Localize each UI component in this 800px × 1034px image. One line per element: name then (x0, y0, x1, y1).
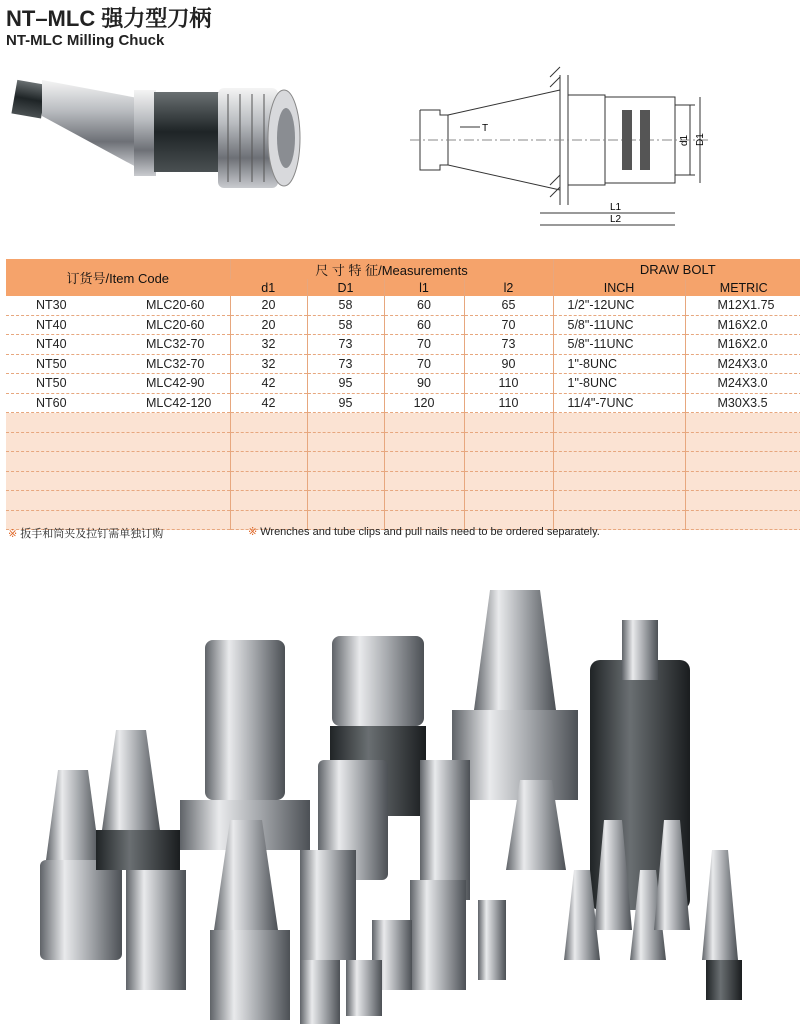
cell-l2: 110 (464, 393, 553, 413)
spec-table (6, 259, 800, 530)
label-L1: L1 (610, 202, 622, 213)
empty-cell (685, 413, 800, 433)
item-type: NT30 (36, 298, 67, 313)
cell-inch: 5/8"-11UNC (553, 315, 685, 335)
header-measurements: 尺 寸 特 征/Measurements (230, 259, 553, 279)
empty-row (6, 491, 800, 511)
cell-l2: 73 (464, 335, 553, 355)
empty-cell (307, 491, 384, 511)
cell-d1: 42 (230, 374, 307, 394)
page-title-en: NT-MLC Milling Chuck (6, 32, 165, 49)
cell-D1: 95 (307, 374, 384, 394)
cell-d1: 32 (230, 335, 307, 355)
label-d1: d1 (679, 134, 690, 146)
empty-row (6, 432, 800, 452)
empty-cell (230, 491, 307, 511)
empty-cell (464, 491, 553, 511)
empty-cell (464, 452, 553, 472)
note-mark: ※ (248, 526, 258, 538)
item-code: MLC32-70 (146, 337, 205, 352)
cell-D1: 73 (307, 335, 384, 355)
item-code: MLC20-60 (146, 298, 205, 313)
table-row (6, 374, 800, 394)
empty-cell (6, 452, 230, 472)
item-code: MLC42-120 (146, 395, 212, 410)
item-code: MLC32-70 (146, 356, 205, 371)
empty-cell (230, 471, 307, 491)
cell-l2: 65 (464, 296, 553, 315)
empty-cell (553, 452, 685, 472)
empty-cell (230, 452, 307, 472)
header-draw-bolt: DRAW BOLT (553, 259, 800, 279)
header-l1: l1 (384, 279, 464, 296)
item-code-cell (6, 354, 230, 374)
note-en-text: Wrenches and tube clips and pull nails need to be ordered separately. (260, 526, 600, 538)
note-en (248, 525, 600, 538)
empty-cell (553, 432, 685, 452)
table-row (6, 393, 800, 413)
cell-d1: 42 (230, 393, 307, 413)
empty-row (6, 452, 800, 472)
cell-inch: 1"-8UNC (553, 374, 685, 394)
empty-cell (6, 491, 230, 511)
cell-d1: 20 (230, 296, 307, 315)
header-metric: METRIC (685, 279, 800, 296)
header-inch: INCH (553, 279, 685, 296)
table-row (6, 335, 800, 355)
cell-inch: 1/2"-12UNC (553, 296, 685, 315)
dimension-drawing (400, 55, 720, 240)
empty-cell (307, 432, 384, 452)
cell-l2: 70 (464, 315, 553, 335)
label-T: T (482, 123, 489, 134)
note-cn-text: 扳手和筒夹及拉钉需单独订购 (20, 528, 164, 540)
item-code-cell (6, 374, 230, 394)
empty-cell (230, 432, 307, 452)
empty-cell (464, 432, 553, 452)
item-code-cell (6, 393, 230, 413)
note-mark: ※ (8, 528, 18, 540)
cell-l2: 110 (464, 374, 553, 394)
tool-holders-photo (0, 580, 800, 1034)
item-type: NT40 (36, 317, 67, 332)
empty-cell (6, 413, 230, 433)
empty-row (6, 413, 800, 433)
cell-d1: 32 (230, 354, 307, 374)
cell-inch: 1"-8UNC (553, 354, 685, 374)
empty-cell (384, 432, 464, 452)
empty-cell (553, 491, 685, 511)
cell-metric: M16X2.0 (685, 315, 800, 335)
cell-l2: 90 (464, 354, 553, 374)
cell-l1: 70 (384, 354, 464, 374)
empty-cell (6, 432, 230, 452)
cell-D1: 58 (307, 315, 384, 335)
empty-row (6, 471, 800, 491)
cell-D1: 58 (307, 296, 384, 315)
empty-cell (553, 413, 685, 433)
empty-cell (230, 413, 307, 433)
header-l2: l2 (464, 279, 553, 296)
empty-cell (685, 471, 800, 491)
empty-cell (384, 471, 464, 491)
cell-l1: 60 (384, 315, 464, 335)
item-type: NT50 (36, 376, 67, 391)
cell-l1: 120 (384, 393, 464, 413)
empty-cell (307, 452, 384, 472)
empty-cell (307, 413, 384, 433)
item-type: NT40 (36, 337, 67, 352)
item-type: NT60 (36, 395, 67, 410)
header-D1: D1 (307, 279, 384, 296)
cell-metric: M16X2.0 (685, 335, 800, 355)
label-L2: L2 (610, 214, 622, 225)
label-D1: D1 (695, 133, 706, 146)
cell-metric: M24X3.0 (685, 354, 800, 374)
empty-cell (685, 491, 800, 511)
empty-cell (6, 471, 230, 491)
empty-cell (307, 471, 384, 491)
cell-l1: 70 (384, 335, 464, 355)
cell-l1: 90 (384, 374, 464, 394)
cell-inch: 11/4"-7UNC (553, 393, 685, 413)
cell-metric: M30X3.5 (685, 393, 800, 413)
cell-d1: 20 (230, 315, 307, 335)
cell-metric: M24X3.0 (685, 374, 800, 394)
header-item-code: 订货号/Item Code (6, 259, 230, 296)
table-row (6, 315, 800, 335)
table-row (6, 296, 800, 315)
item-type: NT50 (36, 356, 67, 371)
item-code-cell (6, 315, 230, 335)
cell-metric: M12X1.75 (685, 296, 800, 315)
empty-cell (464, 413, 553, 433)
empty-cell (384, 413, 464, 433)
cell-inch: 5/8"-11UNC (553, 335, 685, 355)
table-row (6, 354, 800, 374)
milling-chuck-photo (8, 70, 308, 210)
empty-cell (685, 452, 800, 472)
empty-cell (384, 491, 464, 511)
empty-cell (464, 471, 553, 491)
header-d1: d1 (230, 279, 307, 296)
empty-cell (384, 452, 464, 472)
item-code-cell (6, 335, 230, 355)
empty-cell (685, 510, 800, 530)
cell-l1: 60 (384, 296, 464, 315)
item-code: MLC20-60 (146, 317, 205, 332)
cell-D1: 73 (307, 354, 384, 374)
item-code: MLC42-90 (146, 376, 205, 391)
page-title-cn: NT–MLC 强力型刀柄 (6, 6, 212, 31)
note-cn (8, 525, 163, 541)
empty-cell (553, 471, 685, 491)
empty-cell (685, 432, 800, 452)
item-code-cell (6, 296, 230, 315)
cell-D1: 95 (307, 393, 384, 413)
